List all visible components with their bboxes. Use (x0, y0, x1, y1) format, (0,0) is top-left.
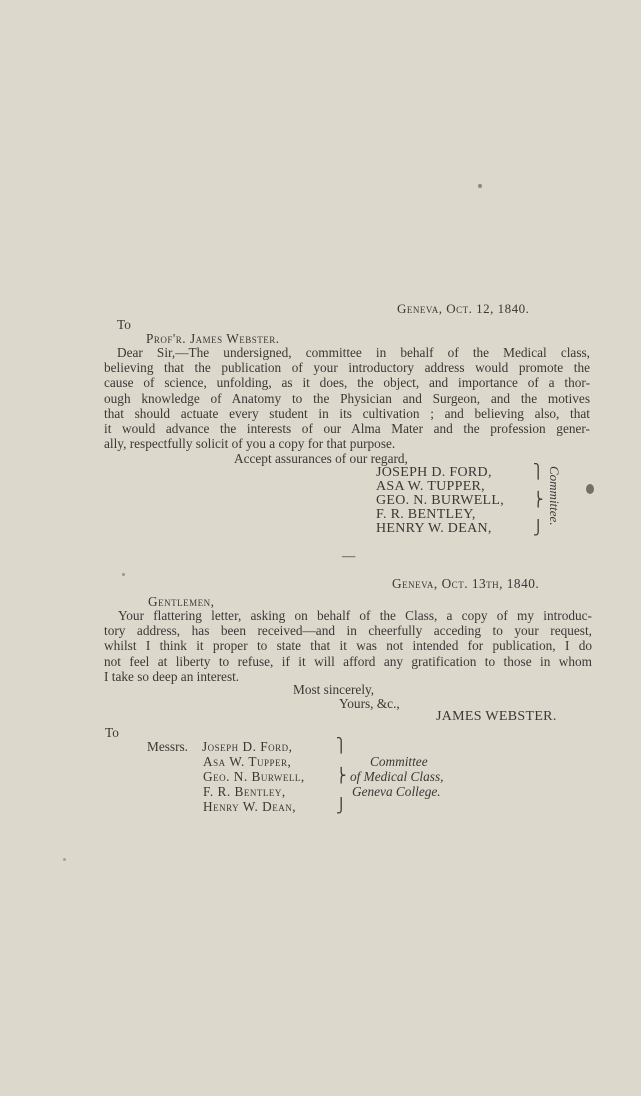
recipient: F. R. Bentley, (203, 784, 286, 799)
recipient-note: Committee (370, 754, 428, 769)
signatory: F. R. BENTLEY, (376, 507, 476, 522)
letter1-body (104, 345, 590, 451)
letter2-signature: JAMES WEBSTER. (436, 709, 557, 724)
letter2-body-line: Your flattering letter, asking on behalf of the Class, a copy of my introduc- (118, 608, 592, 623)
letter1-body-line: that should actuate every student in its cultivation ; and believing also, that (104, 405, 590, 421)
letter1-body-line: believing that the publication of your introductory address would promote the (104, 360, 590, 376)
letter2-closing: Yours, &c., (339, 696, 400, 711)
letter2-body-line: I take so deep an interest. (104, 668, 240, 684)
letter2-body-line: tory address, has been received—and in cheerfully acceding to your request, (104, 623, 592, 639)
letter2-to: To (105, 725, 119, 740)
recipient-note: Geneva College. (352, 784, 441, 799)
letter1-body-line: cause of science, unfolding, as it does, the object, and importance of a thor- (104, 375, 590, 391)
letter1-body-line: it would advance the interests of our Alma Mater and the profession gener- (104, 421, 590, 437)
letter1-addressee: Prof'r. James Webster. (146, 331, 280, 346)
brace-bottom: ⎭ (336, 799, 347, 814)
signatory: ASA W. TUPPER, (376, 479, 485, 494)
recipient: Asa W. Tupper, (203, 754, 292, 769)
letter2-dateline: Geneva, Oct. 13th, 1840. (392, 576, 540, 591)
section-divider: — (342, 548, 356, 563)
recipient: Henry W. Dean, (203, 799, 297, 814)
letter1-body-line: ally, respectfully solicit of you a copy for that purpose. (104, 436, 396, 452)
recipient: Geo. N. Burwell, (203, 769, 305, 784)
brace-top: ⎫ (336, 739, 347, 754)
letter1-body-line: ough knowledge of Anatomy to the Physician and Surgeon, and the motives (104, 390, 590, 406)
recipient-note: of Medical Class, (350, 769, 444, 784)
signatory: JOSEPH D. FORD, (376, 465, 492, 480)
ink-speck (63, 858, 66, 861)
brace-top: ⎫ (533, 465, 544, 480)
letter2-body (104, 608, 592, 684)
letter2-salutation: Gentlemen, (148, 594, 215, 609)
letter1-closing: Accept assurances of our regard, (234, 451, 408, 466)
signatory: HENRY W. DEAN, (376, 521, 492, 536)
brace-middle: ⎬ (533, 493, 544, 508)
letter1-body-line: Dear Sir,—The undersigned, committee in behalf of the Medical class, (117, 345, 590, 360)
messrs-label: Messrs. (147, 739, 189, 754)
letter1-dateline: Geneva, Oct. 12, 1840. (397, 301, 530, 316)
recipient: Joseph D. Ford, (202, 739, 293, 754)
letter2-body-line: whilst I think it proper to state that it was not intended for publication, I do (104, 638, 592, 654)
ink-blot (586, 484, 594, 494)
ink-speck (122, 573, 125, 576)
brace-bottom: ⎭ (533, 521, 544, 536)
letter1-to: To (117, 317, 131, 332)
brace-middle: ⎬ (336, 769, 347, 784)
ink-speck (478, 184, 482, 188)
committee-label: Committee. (547, 466, 562, 526)
letter2-closing: Most sincerely, (293, 682, 375, 697)
signatory: GEO. N. BURWELL, (376, 493, 505, 508)
letter2-body-line: not feel at liberty to refuse, if it will afford any gratification to those in whom (104, 653, 592, 669)
